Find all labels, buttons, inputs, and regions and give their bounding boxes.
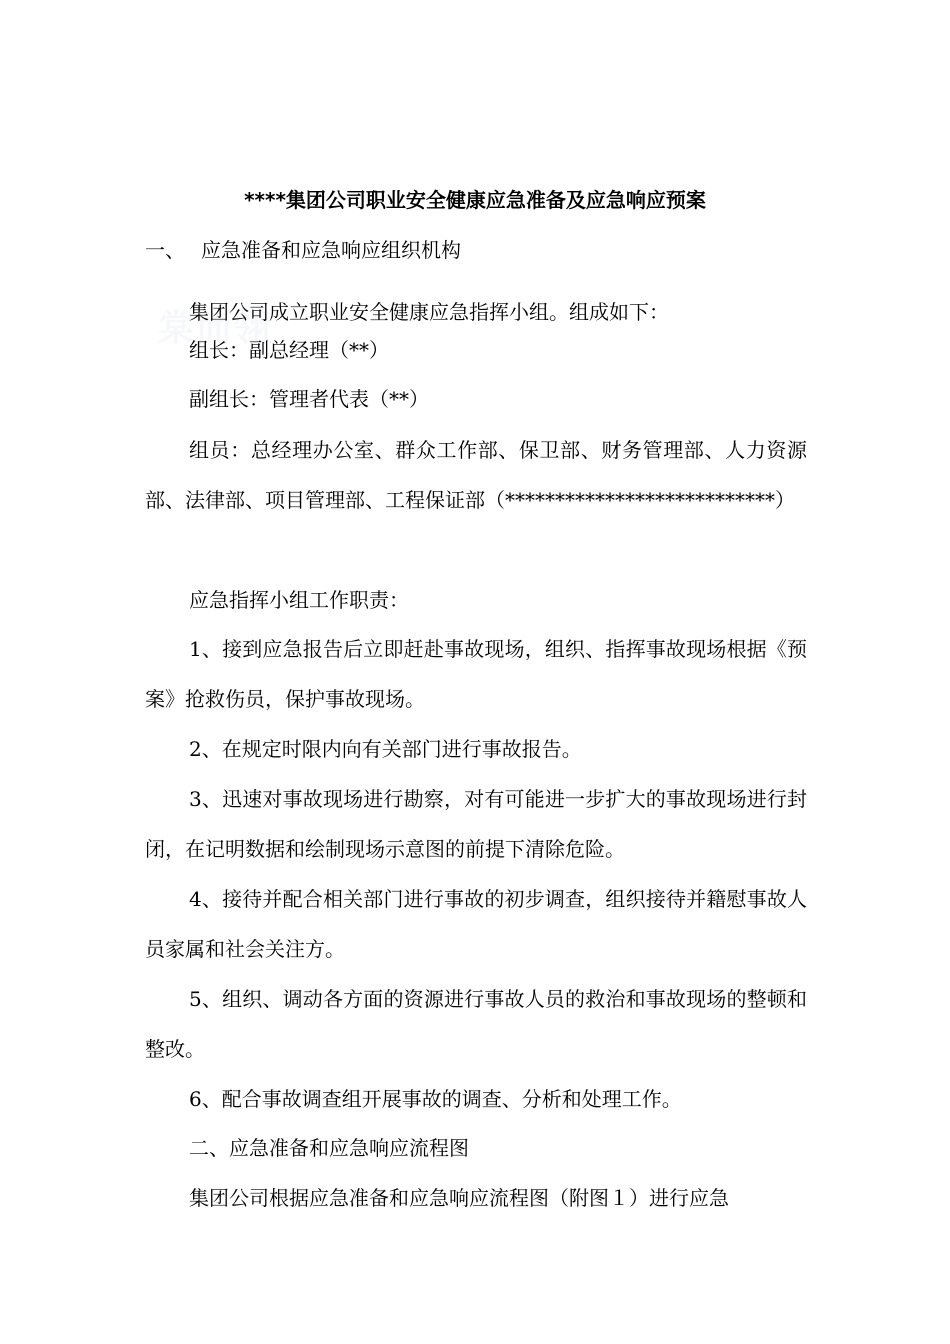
section-one-text: 应急准备和应急响应组织机构 — [201, 238, 461, 262]
watermark: 棠而翎 — [158, 307, 273, 349]
paragraph-leader: 组长：副总经理（**） — [189, 338, 389, 362]
section-one-heading — [145, 235, 461, 265]
document-title: ****集团公司职业安全健康应急准备及应急响应预案 — [244, 188, 706, 212]
paragraph-deputy-leader: 副组长：管理者代表（**） — [189, 387, 429, 411]
paragraph-duty-3: 3、迅速对事故现场进行勘察，对有可能进一步扩大的事故现场进行封闭，在记明数据和绘制现场示意图的前提下清除危险。 — [145, 787, 807, 861]
paragraph-intro: 集团公司成立职业安全健康应急指挥小组。组成如下： — [189, 300, 669, 324]
paragraph-flowchart: 集团公司根据应急准备和应急响应流程图（附图１）进行应急 — [189, 1186, 729, 1210]
section-two-heading: 二、应急准备和应急响应流程图 — [189, 1136, 469, 1160]
paragraph-members: 组员：总经理办公室、群众工作部、保卫部、财务管理部、人力资源部、法律部、项目管理部、工程保证部（***************************） — [145, 438, 807, 512]
paragraph-duty-4: 4、接待并配合相关部门进行事故的初步调查，组织接待并籍慰事故人员家属和社会关注方。 — [145, 887, 807, 961]
paragraph-duties-heading: 应急指挥小组工作职责： — [189, 588, 409, 612]
paragraph-duty-6: 6、配合事故调查组开展事故的调查、分析和处理工作。 — [189, 1087, 682, 1111]
section-one-number: 一、 — [145, 238, 185, 262]
paragraph-duty-1: 1、接到应急报告后立即赶赴事故现场，组织、指挥事故现场根据《预案》抢救伤员，保护事故现场。 — [145, 637, 807, 711]
paragraph-duty-5: 5、组织、调动各方面的资源进行事故人员的救治和事故现场的整顿和整改。 — [145, 987, 807, 1061]
paragraph-duty-2: 2、在规定时限内向有关部门进行事故报告。 — [189, 737, 582, 761]
